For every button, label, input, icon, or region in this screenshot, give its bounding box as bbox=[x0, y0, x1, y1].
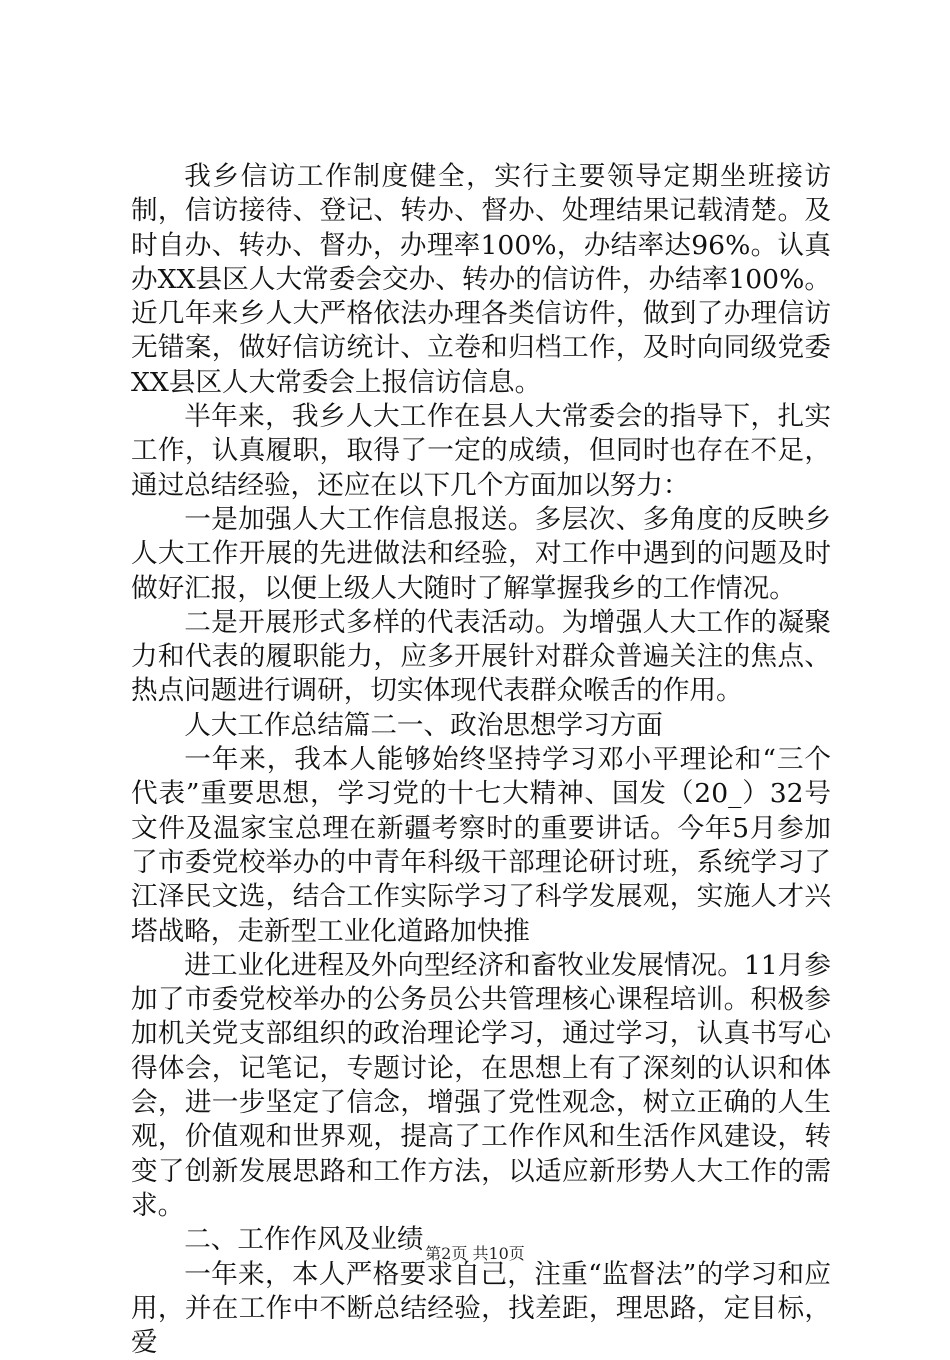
section-heading-work-style: 二、工作作风及业绩 bbox=[131, 1223, 831, 1257]
paragraph-info-reporting: 一是加强人大工作信息报送。多层次、多角度的反映乡人大工作开展的先进做法和经验，对工作中遇到的问题及时做好汇报，以便上级人大随时了解掌握我乡的工作情况。 bbox=[131, 503, 831, 606]
paragraph-half-year-summary: 半年来，我乡人大工作在县人大常委会的指导下，扎实工作，认真履职，取得了一定的成绩，但同时也存在不足，通过总结经验，还应在以下几个方面加以努力： bbox=[131, 400, 831, 503]
paragraph-theory-study: 一年来，我本人能够始终坚持学习邓小平理论和“三个代表”重要思想，学习党的十七大精神、国发（20_）32号文件及温家宝总理在新疆考察时的重要讲话。今年5月参加了市委党校举办的中青年科级干部理论研讨班，系统学习了江泽民文选，结合工作实际学习了科学发展观，实施人才兴塔战略，走新型工业化道路加快推 bbox=[131, 743, 831, 949]
paragraph-work-style: 一年来，本人严格要求自己，注重“监督法”的学习和应用，并在工作中不断总结经验，找差距，理思路，定目标，爱 bbox=[131, 1258, 831, 1360]
paragraph-petition-work: 我乡信访工作制度健全，实行主要领导定期坐班接访制，信访接待、登记、转办、督办、处理结果记载清楚。及时自办、转办、督办，办理率100%，办结率达96%。认真办XX县区人大常委会交办、转办的信访件，办结率100%。近几年来乡人大严格依法办理各类信访件，做到了办理信访无错案，做好信访统计、立卷和归档工作，及时向同级党委XX县区人大常委会上报信访信息。 bbox=[131, 160, 831, 400]
document-body bbox=[131, 160, 831, 1360]
section-heading-political-study: 人大工作总结篇二一、政治思想学习方面 bbox=[131, 709, 831, 743]
paragraph-deputy-activities: 二是开展形式多样的代表活动。为增强人大工作的凝聚力和代表的履职能力，应多开展针对群众普遍关注的焦点、热点问题进行调研，切实体现代表群众喉舌的作用。 bbox=[131, 606, 831, 709]
paragraph-training: 进工业化进程及外向型经济和畜牧业发展情况。11月参加了市委党校举办的公务员公共管理核心课程培训。积极参加机关党支部组织的政治理论学习，通过学习，认真书写心得体会，记笔记，专题讨论，在思想上有了深刻的认识和体会，进一步坚定了信念，增强了党性观念，树立正确的人生观，价值观和世界观，提高了工作作风和生活作风建设，转变了创新发展思路和工作方法，以适应新形势人大工作的需求。 bbox=[131, 949, 831, 1223]
page-number-footer: 第2页 共10页 bbox=[0, 1244, 950, 1264]
